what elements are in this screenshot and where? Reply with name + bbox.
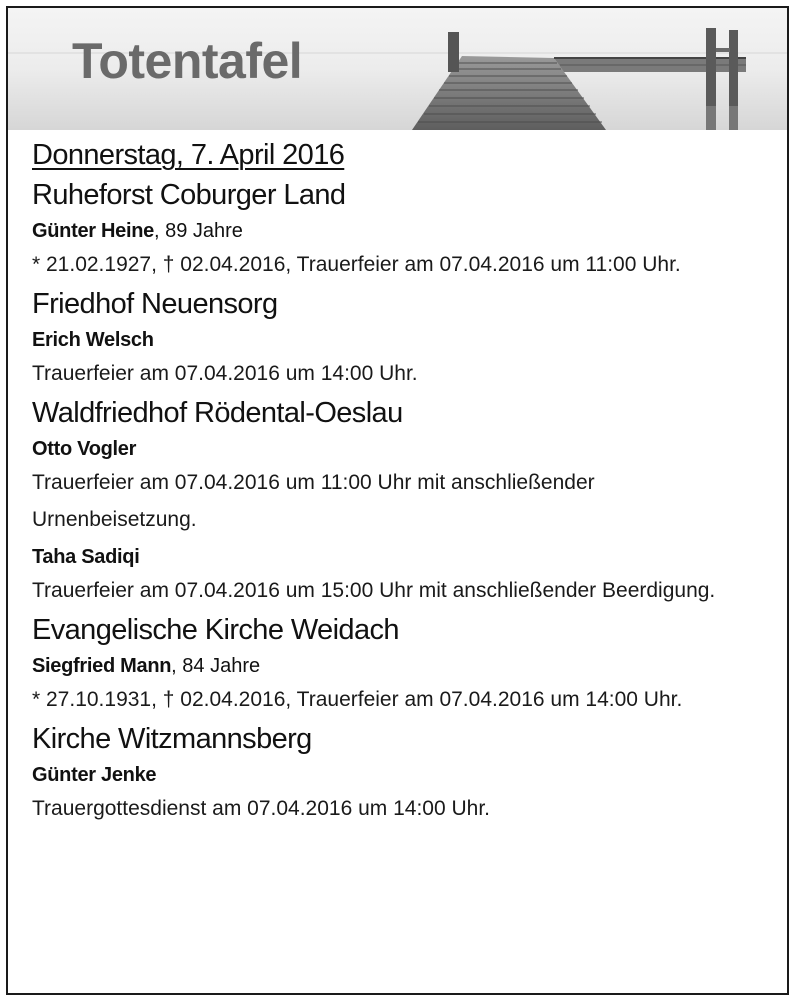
- deceased-name: Otto Vogler: [32, 438, 137, 460]
- obituary-board: [6, 6, 789, 995]
- banner: [8, 8, 787, 130]
- entry-name-line: [32, 651, 787, 681]
- venue-title: Ruheforst Coburger Land: [32, 179, 346, 211]
- obituary-entry: [32, 542, 787, 609]
- service-details: Trauerfeier am 07.04.2016 um 11:00 Uhr mit anschließender Urnenbeisetzung.: [32, 471, 595, 531]
- deceased-name: Günter Jenke: [32, 764, 157, 786]
- service-details: * 27.10.1931, † 02.04.2016, Trauerfeier am 07.04.2016 um 14:00 Uhr.: [32, 688, 683, 711]
- service-details: * 21.02.1927, † 02.04.2016, Trauerfeier am 07.04.2016 um 11:00 Uhr.: [32, 253, 681, 276]
- venue-section: [32, 613, 787, 718]
- venue-title: Friedhof Neuensorg: [32, 288, 278, 320]
- banner-title: Totentafel: [72, 33, 303, 89]
- venue-section: [32, 178, 787, 283]
- deceased-age: , 84 Jahre: [171, 655, 261, 677]
- venue-title: Evangelische Kirche Weidach: [32, 614, 399, 646]
- obituary-entry: [32, 760, 787, 827]
- obituary-entry: [32, 434, 787, 538]
- entry-name-line: [32, 760, 787, 790]
- venue-section: [32, 722, 787, 827]
- deceased-name: Siegfried Mann: [32, 655, 172, 677]
- obituary-list: [8, 130, 787, 827]
- venue-title: Waldfriedhof Rödental-Oeslau: [32, 397, 403, 429]
- venue-section: [32, 287, 787, 392]
- obituary-entry: [32, 216, 787, 283]
- service-details: Trauerfeier am 07.04.2016 um 14:00 Uhr.: [32, 362, 418, 385]
- deceased-age: , 89 Jahre: [153, 220, 243, 242]
- entry-name-line: [32, 216, 787, 246]
- entry-name-line: [32, 325, 787, 355]
- date-heading: Donnerstag, 7. April 2016: [32, 139, 345, 171]
- venue-section: [32, 396, 787, 609]
- entry-name-line: [32, 542, 787, 572]
- deceased-name: Taha Sadiqi: [32, 546, 140, 568]
- obituary-entry: [32, 651, 787, 718]
- service-details: Trauergottesdienst am 07.04.2016 um 14:00 Uhr.: [32, 797, 491, 820]
- venue-title: Kirche Witzmannsberg: [32, 723, 312, 755]
- deceased-name: Erich Welsch: [32, 329, 154, 351]
- entry-name-line: [32, 434, 787, 464]
- deceased-name: Günter Heine: [32, 220, 154, 242]
- service-details: Trauerfeier am 07.04.2016 um 15:00 Uhr mit anschließender Beerdigung.: [32, 579, 716, 602]
- obituary-entry: [32, 325, 787, 392]
